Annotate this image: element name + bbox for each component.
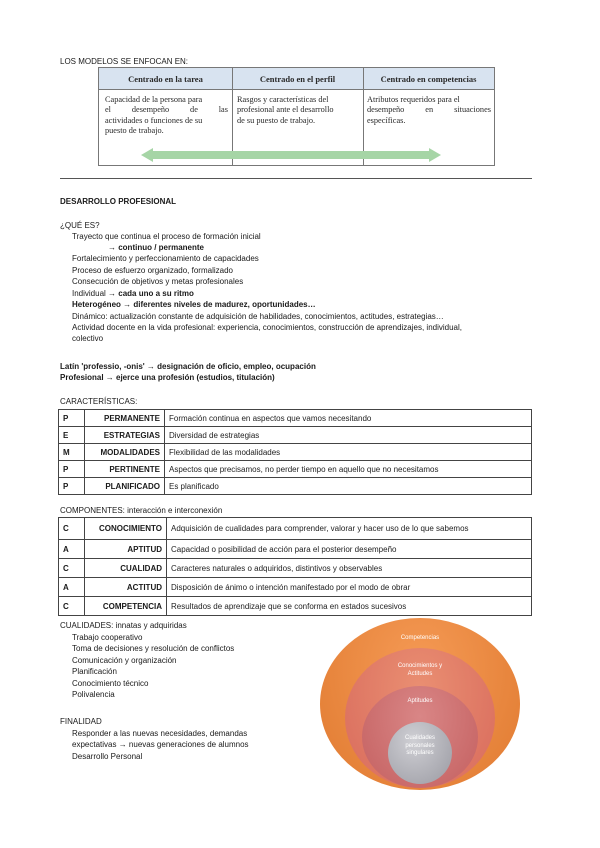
table-row: A APTITUD Capacidad o posibilidad de acción para el posterior desempeño	[59, 540, 532, 559]
que-es-item: Heterogéneo → diferentes niveles de madurez, oportunidades…	[72, 300, 316, 309]
diagram-label-conocimientos: Conocimientos y Actitudes	[397, 663, 443, 677]
model-header-tarea: Centrado en la tarea	[99, 68, 232, 90]
cualidad-item: Trabajo cooperativo	[72, 633, 143, 642]
caracteristicas-heading: CARACTERÍSTICAS:	[60, 397, 138, 406]
models-heading: LOS MODELOS SE ENFOCAN EN:	[60, 57, 189, 66]
table-row: C CONOCIMIENTO Adquisición de cualidades para comprender, valorar y hacer uso de lo que sabemos	[59, 518, 532, 540]
finalidad-item: Desarrollo Personal	[72, 752, 143, 761]
table-row: E ESTRATEGIAS Diversidad de estrategias	[59, 427, 532, 444]
finalidad-item: Responder a las nuevas necesidades, demandas	[72, 729, 248, 738]
cualidad-item: Toma de decisiones y resolución de conflictos	[72, 644, 235, 653]
table-row: C CUALIDAD Caracteres naturales o adquiridos, distintivos y observables	[59, 559, 532, 578]
arrow-right-icon	[429, 148, 441, 162]
que-es-item: Proceso de esfuerzo organizado, formalizado	[72, 266, 233, 275]
cualidades-heading: CUALIDADES: innatas y adquiridas	[60, 621, 187, 630]
model-desc-tarea: Capacidad de la persona para el desempeño de las actividades o funciones de su puesto de trabajo.	[105, 95, 228, 135]
que-es-item: Individual → cada uno a su ritmo	[72, 289, 194, 298]
que-es-item: Fortalecimiento y perfeccionamiento de capacidades	[72, 254, 259, 263]
que-es-item: → continuo / permanente	[108, 243, 205, 252]
table-row: C COMPETENCIA Resultados de aprendizaje que se conforma en estados sucesivos	[59, 597, 532, 616]
arrow-bar	[151, 151, 431, 159]
cualidad-item: Planificación	[72, 667, 117, 676]
que-es-item: Consecución de objetivos y metas profesionales	[72, 277, 244, 286]
model-header-competencias: Centrado en competencias	[363, 68, 494, 90]
table-row: P PERMANENTE Formación continua en aspectos que vamos necesitando	[59, 410, 532, 427]
etymology-line: Latín 'professio, -onis' → designación de oficio, empleo, ocupación	[60, 362, 316, 371]
cualidad-item: Comunicación y organización	[72, 656, 177, 665]
finalidad-heading: FINALIDAD	[60, 717, 102, 726]
que-es-heading: ¿QUÉ ES?	[60, 221, 100, 230]
que-es-item: colectivo	[72, 334, 104, 343]
caracteristicas-table	[58, 409, 532, 495]
componentes-heading: COMPONENTES: interacción e interconexión	[60, 506, 223, 515]
diagram-label-aptitudes: Aptitudes	[407, 698, 433, 704]
divider	[60, 178, 532, 179]
etymology-line: Profesional → ejerce una profesión (estudios, titulación)	[60, 373, 275, 382]
table-row: P PERTINENTE Aspectos que precisamos, no perder tiempo en aquello que no necesitamos	[59, 461, 532, 478]
table-row: M MODALIDADES Flexibilidad de las modalidades	[59, 444, 532, 461]
cualidad-item: Polivalencia	[72, 690, 115, 699]
table-row: A ACTITUD Disposición de ánimo o intención manifestado por el modo de obrar	[59, 578, 532, 597]
que-es-item: Trayecto que continua el proceso de formación inicial	[72, 232, 261, 241]
section-title: DESARROLLO PROFESIONAL	[60, 197, 177, 206]
model-header-perfil: Centrado en el perfil	[232, 68, 363, 90]
models-table	[98, 67, 495, 166]
model-desc-competencias: Atributos requeridos para el desempeño en situaciones específicas.	[367, 95, 491, 125]
finalidad-item: expectativas → nuevas generaciones de alumnos	[72, 740, 249, 749]
diagram-label-cualidades: Cualidades personales singulares	[404, 735, 436, 756]
competencias-diagram	[320, 618, 520, 790]
componentes-table	[58, 517, 532, 616]
diagram-label-competencias: Competencias	[400, 635, 440, 641]
que-es-item: Actividad docente en la vida profesional: experiencia, conocimientos, construcción de aprendizajes, individual,	[72, 323, 463, 332]
table-row: P PLANIFICADO Es planificado	[59, 478, 532, 495]
model-desc-perfil: Rasgos y características del profesional ante el desarrollo de su puesto de trabajo.	[237, 95, 334, 125]
que-es-item: Dinámico: actualización constante de adquisición de habilidades, conocimientos, actitudes, estrategias…	[72, 312, 444, 321]
cualidad-item: Conocimiento técnico	[72, 679, 149, 688]
